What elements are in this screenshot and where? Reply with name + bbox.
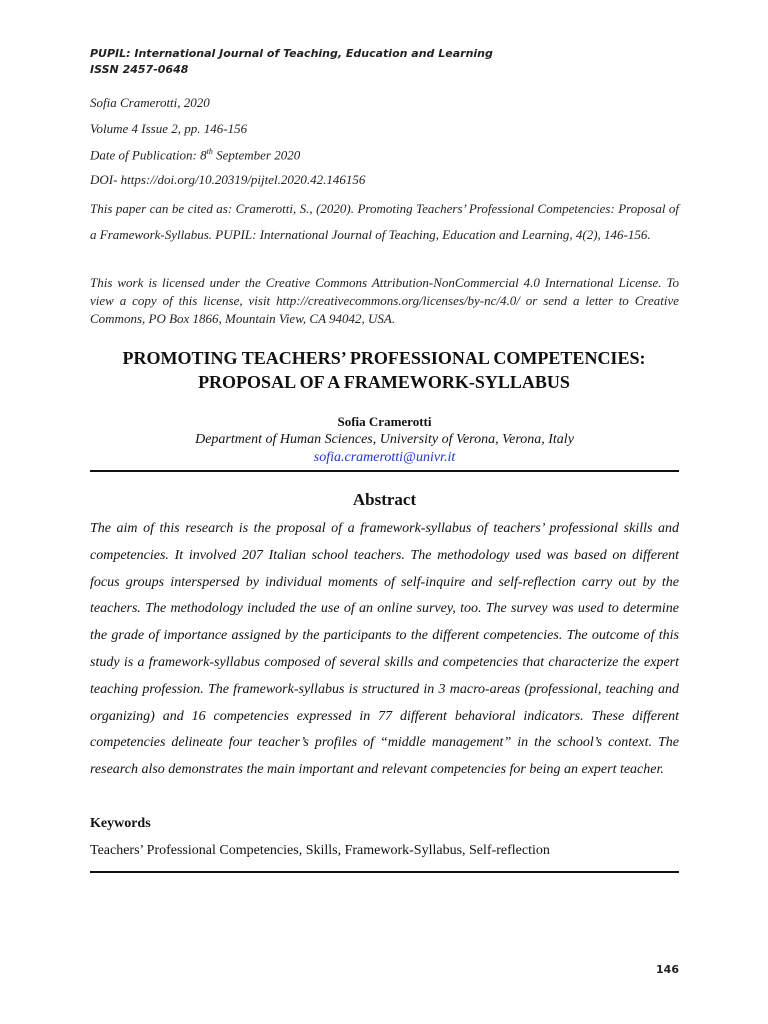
- keywords-heading: Keywords: [90, 816, 151, 831]
- abstract-heading: Abstract: [352, 490, 417, 509]
- paper-title: [60, 346, 708, 394]
- keywords-text: Teachers’ Professional Competencies, Skills, Framework-Syllabus, Self-reflection: [90, 843, 550, 858]
- citation-text: This paper can be cited as: Cramerotti, S., (2020). Promoting Teachers’ Professional Competencies: Proposal of a Framework-Syllabus. PUPIL: International Journal of Teaching, Education and Learning, 4(2), 146-156.: [90, 201, 679, 242]
- volume-issue: Volume 4 Issue 2, pp. 146-156: [90, 121, 248, 136]
- abstract-body: The aim of this research is the proposal of a framework-syllabus of teachers’ professional skills and competencies. It involved 207 Italian school teachers. The methodology used was based on different focus groups interspersed by individual moments of self-inquire and self-reflection carry out by the teachers. The methodology included the use of an online survey, too. The survey was used to determine the grade of importance assigned by the participants to the different competencies. The outcome of this study is a framework-syllabus composed of several skills and competencies that characterize the expert teaching profession. The framework-syllabus is structured in 3 macro-areas (professional, teaching and organizing) and 16 competencies expressed in 77 different behavioral indicators. These different competencies delineate four teacher’s profiles of “middle management” in the school’s context. The research also demonstrates the main important and relevant competencies for being an expert teacher.: [90, 521, 679, 778]
- publication-date: [90, 147, 300, 163]
- paper-title-line-1: PROMOTING TEACHERS’ PROFESSIONAL COMPETENCIES:: [122, 348, 646, 368]
- pub-date-sup: th: [206, 147, 213, 156]
- author-name: Sofia Cramerotti: [337, 414, 432, 429]
- author-email: [90, 450, 679, 466]
- bottom-divider: [90, 871, 679, 873]
- page-number: 146: [656, 963, 679, 976]
- paper-title-line-2: PROPOSAL OF A FRAMEWORK-SYLLABUS: [198, 372, 570, 392]
- license-text: This work is licensed under the Creative Commons Attribution-NonCommercial 4.0 International License. To view a copy of this license, visit http://creativecommons.org/licenses/by-nc/4.0/ or send a letter to Creative Commons, PO Box 1866, Mountain View, CA 94042, USA.: [90, 275, 679, 326]
- author-year: Sofia Cramerotti, 2020: [90, 95, 210, 110]
- journal-header: [90, 46, 493, 78]
- journal-name: PUPIL: International Journal of Teaching, Education and Learning: [90, 47, 493, 60]
- doi-link[interactable]: DOI- https://doi.org/10.20319/pijtel.2020.42.146156: [90, 172, 366, 187]
- pub-date-prefix: Date of Publication: 8: [90, 147, 207, 163]
- author-affiliation: Department of Human Sciences, University of Verona, Verona, Italy: [195, 432, 574, 447]
- top-divider: [90, 470, 679, 472]
- author-email-link[interactable]: sofia.cramerotti@univr.it: [313, 450, 456, 465]
- journal-issn: ISSN 2457-0648: [90, 63, 189, 76]
- pub-date-suffix: September 2020: [212, 147, 301, 163]
